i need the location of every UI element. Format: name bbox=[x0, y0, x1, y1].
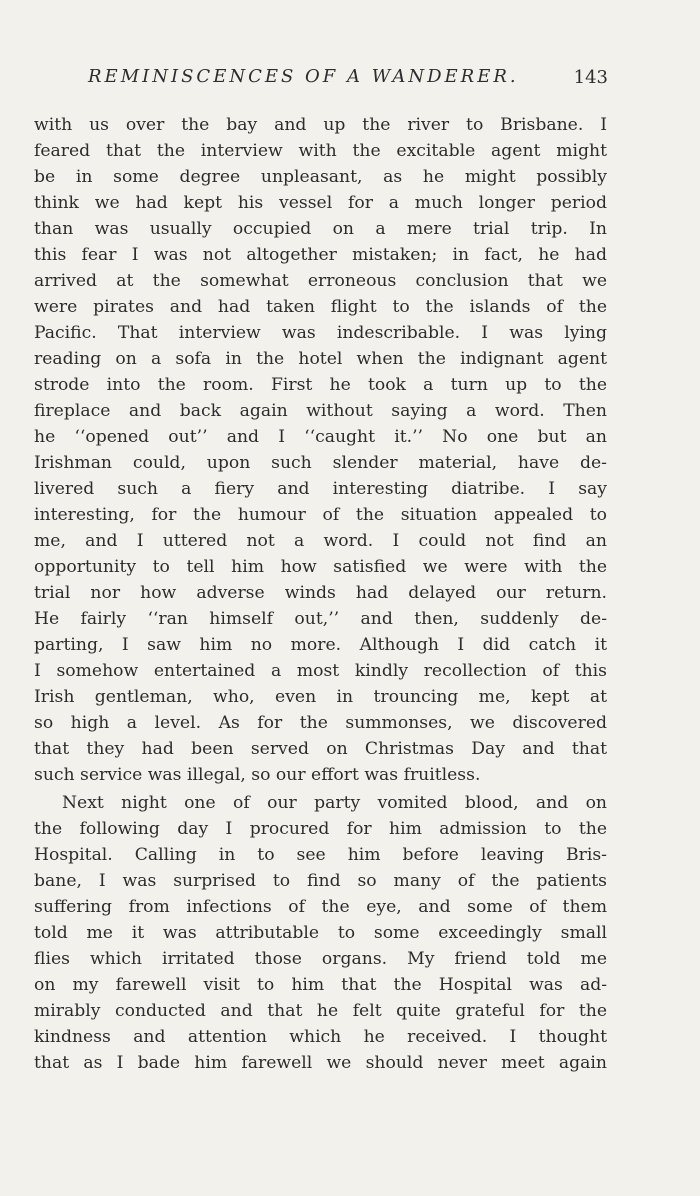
text-line: opportunity to tell him how satisfied we were with the bbox=[34, 557, 607, 577]
text-line: kindness and attention which he received. I thought bbox=[34, 1027, 607, 1047]
text-line: interesting, for the humour of the situation appealed to bbox=[34, 505, 607, 525]
text-line: Irish gentleman, who, even in trouncing me, kept at bbox=[34, 687, 607, 707]
text-line: were pirates and had taken flight to the islands of the bbox=[34, 297, 607, 317]
text-line: me, and I uttered not a word. I could not find an bbox=[34, 531, 607, 551]
text-line: livered such a fiery and interesting diatribe. I say bbox=[34, 479, 607, 499]
text-line: I somehow entertained a most kindly recollection of this bbox=[34, 661, 607, 681]
text-line: fireplace and back again without saying a word. Then bbox=[34, 401, 607, 421]
text-line: he ‘‘opened out’’ and I ‘‘caught it.’’ No one but an bbox=[34, 427, 607, 447]
text-line: flies which irritated those organs. My friend told me bbox=[34, 949, 607, 969]
text-line: bane, I was surprised to find so many of the patients bbox=[34, 871, 607, 891]
text-line: trial nor how adverse winds had delayed our return. bbox=[34, 583, 607, 603]
text-line: this fear I was not altogether mistaken; in fact, he had bbox=[34, 245, 607, 265]
text-line: than was usually occupied on a mere trial trip. In bbox=[34, 219, 607, 239]
page-number: 143 bbox=[573, 67, 608, 88]
running-head: REMINISCENCES OF A WANDERER. bbox=[88, 66, 519, 87]
text-line: mirably conducted and that he felt quite grateful for the bbox=[34, 1001, 607, 1021]
page-header bbox=[88, 66, 608, 96]
text-line: that as I bade him farewell we should never meet again bbox=[34, 1053, 607, 1073]
text-line: strode into the room. First he took a turn up to the bbox=[34, 375, 607, 395]
text-line: feared that the interview with the excitable agent might bbox=[34, 141, 607, 161]
text-line: arrived at the somewhat erroneous conclusion that we bbox=[34, 271, 607, 291]
text-line: with us over the bay and up the river to Brisbane. I bbox=[34, 115, 607, 135]
text-line: told me it was attributable to some exceedingly small bbox=[34, 923, 607, 943]
text-line: parting, I saw him no more. Although I did catch it bbox=[34, 635, 607, 655]
text-line: Pacific. That interview was indescribable. I was lying bbox=[34, 323, 607, 343]
paragraph-last-line: such service was illegal, so our effort was fruitless. bbox=[34, 765, 481, 785]
paragraph-first-line: Next night one of our party vomited blood, and on bbox=[62, 793, 607, 813]
text-line: suffering from infections of the eye, and some of them bbox=[34, 897, 607, 917]
text-line: on my farewell visit to him that the Hospital was ad- bbox=[34, 975, 607, 995]
text-line: that they had been served on Christmas Day and that bbox=[34, 739, 607, 759]
text-line: the following day I procured for him admission to the bbox=[34, 819, 607, 839]
text-line: Hospital. Calling in to see him before leaving Bris- bbox=[34, 845, 607, 865]
text-line: so high a level. As for the summonses, we discovered bbox=[34, 713, 607, 733]
text-line: be in some degree unpleasant, as he might possibly bbox=[34, 167, 607, 187]
body-text bbox=[34, 112, 607, 1076]
text-line: think we had kept his vessel for a much longer period bbox=[34, 193, 607, 213]
text-line: Irishman could, upon such slender material, have de- bbox=[34, 453, 607, 473]
text-line: He fairly ‘‘ran himself out,’’ and then, suddenly de- bbox=[34, 609, 607, 629]
text-line: reading on a sofa in the hotel when the indignant agent bbox=[34, 349, 607, 369]
